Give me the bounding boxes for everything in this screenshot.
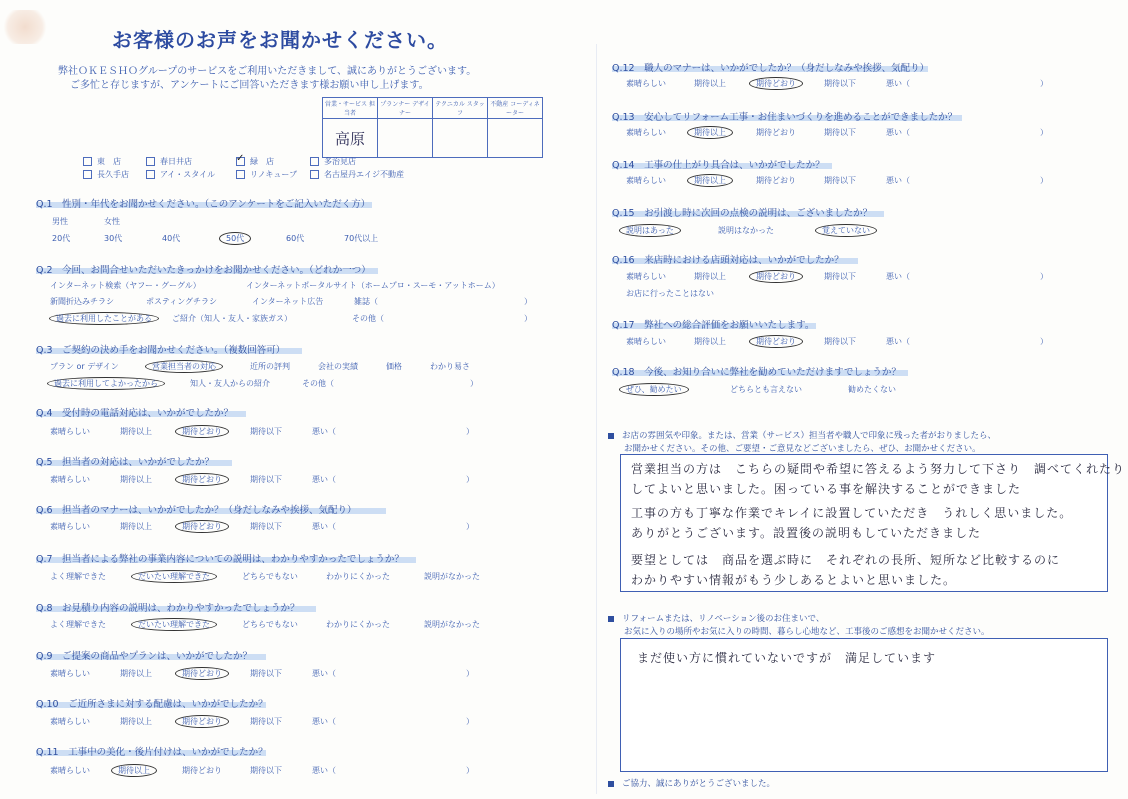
q17-option: ） xyxy=(1040,337,1048,346)
q1-option[interactable]: 60代 xyxy=(286,234,305,243)
q11-option-selected[interactable]: 期待以上 xyxy=(118,765,150,776)
q17-option[interactable]: 素晴らしい xyxy=(626,337,666,346)
q1-option[interactable]: 70代以上 xyxy=(344,234,379,243)
branch-option[interactable]: 多治見店 xyxy=(310,156,356,167)
q16-option-selected[interactable]: 期待どおり xyxy=(756,271,796,282)
staff-table xyxy=(322,97,543,158)
q16-option[interactable]: 期待以上 xyxy=(694,272,726,281)
checkbox-icon[interactable] xyxy=(236,170,245,179)
intro-line-2: ご多忙と存じますが、アンケートにご回答いただきます様お願い申し上げます。 xyxy=(70,80,429,91)
staff-header-technical: テクニカル スタッフ xyxy=(433,98,488,119)
q8-option[interactable]: どちらでもない xyxy=(242,620,298,629)
q2-option[interactable]: インターネット広告 xyxy=(252,297,324,306)
question-q13: Q.13 安心してリフォーム工事・お住まいづくりを進めることができましたか？ xyxy=(612,112,958,123)
q3-option[interactable]: プラン or デザイン xyxy=(50,362,119,371)
question-q17: Q.17 弊社への総合評価をお願いいたします。 xyxy=(612,320,815,331)
q5-option[interactable]: 期待以下 xyxy=(250,475,282,484)
q3-option[interactable]: わかり易さ xyxy=(430,362,470,371)
q18-option-selected[interactable]: ぜひ、勧めたい xyxy=(626,384,682,395)
q10-option[interactable]: 期待以上 xyxy=(120,717,152,726)
q16-option[interactable]: お店に行ったことはない xyxy=(626,289,714,298)
checkbox-icon[interactable] xyxy=(83,157,92,166)
q11-option[interactable]: 素晴らしい xyxy=(50,766,90,775)
center-divider xyxy=(596,44,597,794)
staff-header-realestate: 不動産 コーディネーター xyxy=(488,98,543,119)
q2-option[interactable]: ご紹介（知人・友人・家族ガス） xyxy=(172,314,292,323)
q9-option[interactable]: 期待以上 xyxy=(120,669,152,678)
q3-option[interactable]: 会社の実績 xyxy=(318,362,358,371)
sales-staff-name: 高原 xyxy=(334,129,365,148)
question-q7: Q.7 担当者による弊社の事業内容についての説明は、わかりやすかったでしょうか？ xyxy=(36,554,404,565)
q8-option[interactable]: わかりにくかった xyxy=(326,620,390,629)
handwritten-line: してよいと思いました。困っている事を解決することができました xyxy=(631,482,1022,496)
q11-option[interactable]: 期待以下 xyxy=(250,766,282,775)
q10-option: ） xyxy=(466,717,474,726)
staff-header-planner: プランナー デザイナー xyxy=(378,98,433,119)
q17-option-selected[interactable]: 期待どおり xyxy=(756,336,796,347)
q14-option[interactable]: 期待どおり xyxy=(756,176,796,185)
branch-option[interactable]: 東 店 xyxy=(83,156,121,167)
q11-option[interactable]: 期待どおり xyxy=(182,766,222,775)
q3-option: ） xyxy=(470,379,478,388)
question-q8: Q.8 お見積り内容の説明は、わかりやすかったでしょうか？ xyxy=(36,603,300,614)
question-q4: Q.4 受付時の電話対応は、いかがでしたか？ xyxy=(36,408,234,419)
question-q15: Q.15 お引渡し時に次回の点検の説明は、ございましたか？ xyxy=(612,208,873,219)
q3-option-selected[interactable]: 過去に利用してよかったから xyxy=(54,378,158,389)
q3-option-selected[interactable]: 営業担当者の対応 xyxy=(152,361,216,372)
q13-option: ） xyxy=(1040,128,1048,137)
q1-option-selected[interactable]: 50代 xyxy=(226,233,244,244)
q1-option[interactable]: 男性 xyxy=(52,217,68,226)
question-q12: Q.12 職人のマナーは、いかがでしたか？（身だしなみや挨拶、気配り） xyxy=(612,63,930,74)
q3-option[interactable]: その他（ xyxy=(302,379,334,388)
q5-option: ） xyxy=(466,475,474,484)
q3-option[interactable]: 近所の評判 xyxy=(250,362,290,371)
q1-option[interactable]: 20代 xyxy=(52,234,71,243)
comment-prompt-1b: お聞かせください。その他、ご要望・ご意見などございましたら、ぜひ、お聞かせください。 xyxy=(624,444,981,454)
q2-option[interactable]: 新聞折込みチラシ xyxy=(50,297,114,306)
q1-option[interactable]: 30代 xyxy=(104,234,123,243)
q9-option[interactable]: 素晴らしい xyxy=(50,669,90,678)
q7-option[interactable]: 説明がなかった xyxy=(424,572,480,581)
q16-option: ） xyxy=(1040,272,1048,281)
q5-option-selected[interactable]: 期待どおり xyxy=(182,474,222,485)
q17-option[interactable]: 期待以上 xyxy=(694,337,726,346)
q13-option[interactable]: 悪い（ xyxy=(886,128,910,137)
q15-option-selected[interactable]: 説明はあった xyxy=(626,225,674,236)
q17-option[interactable]: 悪い（ xyxy=(886,337,910,346)
q1-option[interactable]: 女性 xyxy=(104,217,120,226)
q16-option[interactable]: 素晴らしい xyxy=(626,272,666,281)
q12-option-selected[interactable]: 期待どおり xyxy=(756,78,796,89)
question-q11: Q.11 工事中の美化・後片付けは、いかがでしたか？ xyxy=(36,747,268,758)
q12-option[interactable]: 期待以上 xyxy=(694,79,726,88)
q13-option[interactable]: 素晴らしい xyxy=(626,128,666,137)
handwritten-line: まだ使い方に慣れていないですが 満足しています xyxy=(637,651,937,665)
q2-option[interactable]: インターネット検索（ヤフー・グーグル） xyxy=(50,281,201,290)
comment-box-1[interactable] xyxy=(620,454,1126,592)
q14-option[interactable]: 期待以下 xyxy=(824,176,856,185)
comment-prompt-1: お店の雰囲気や印象。または、営業（サービス）担当者や職人で印象に残った者がおりましたら、 xyxy=(608,429,996,441)
q5-option[interactable]: 期待以上 xyxy=(120,475,152,484)
q2-option[interactable]: 雑誌（ xyxy=(354,297,378,306)
q2-option[interactable]: その他（ xyxy=(352,314,384,323)
branch-option[interactable]: 春日井店 xyxy=(146,156,192,167)
branch-option[interactable]: 長久手店 xyxy=(83,169,129,180)
q4-option-selected[interactable]: 期待どおり xyxy=(182,426,222,437)
square-bullet-icon xyxy=(608,433,614,439)
q2-option: ） xyxy=(524,314,532,323)
q6-option[interactable]: 素晴らしい xyxy=(50,522,90,531)
q10-option[interactable]: 素晴らしい xyxy=(50,717,90,726)
closing-message: ご協力、誠にありがとうございました。 xyxy=(608,777,775,789)
q5-option[interactable]: 悪い（ xyxy=(312,475,336,484)
question-q14: Q.14 工事の仕上がり具合は、いかがでしたか？ xyxy=(612,160,825,171)
handwritten-line: わかりやすい情報がもう少しあるとよいと思いました。 xyxy=(631,573,957,587)
intro-line-1: 弊社ＯＫＥＳＨＯグループのサービスをご利用いただきまして、誠にありがとうございます。 xyxy=(58,66,477,77)
q5-option[interactable]: 素晴らしい xyxy=(50,475,90,484)
branch-option[interactable]: リノキューブ xyxy=(236,169,297,180)
q16-option[interactable]: 悪い（ xyxy=(886,272,910,281)
handwritten-line: 営業担当の方は こちらの疑問や希望に答えるよう努力して下さり 調べてくれたり xyxy=(631,462,1126,476)
comment-prompt-2b: お気に入りの場所やお気に入りの時間、暮らし心地など、工事後のご感想をお聞かせください。 xyxy=(624,627,990,637)
branch-option[interactable]: アイ・スタイル xyxy=(146,169,215,180)
q18-option[interactable]: 勧めたくない xyxy=(848,385,896,394)
question-q18: Q.18 今後、お知り合いに弊社を勧めていただけますでしょうか？ xyxy=(612,367,901,378)
q13-option[interactable]: 期待どおり xyxy=(756,128,796,137)
question-q3: Q.3 ご契約の決め手をお聞かせください。（複数回答可） xyxy=(36,345,286,356)
page-title: お客様のお声をお聞かせください。 xyxy=(112,28,448,52)
square-bullet-icon xyxy=(608,616,614,622)
q2-option[interactable]: インターネットポータルサイト（ホームプロ・スーモ・アットホーム） xyxy=(246,281,500,290)
q7-option-selected[interactable]: だいたい理解できた xyxy=(138,571,210,582)
corner-stamp xyxy=(2,10,48,44)
handwritten-line: 要望としては 商品を選ぶ時に それぞれの長所、短所など比較するのに xyxy=(631,553,1061,567)
q2-option: ） xyxy=(524,297,532,306)
q10-option[interactable]: 期待以下 xyxy=(250,717,282,726)
q4-option[interactable]: 期待以上 xyxy=(120,427,152,436)
q6-option[interactable]: 期待以下 xyxy=(250,522,282,531)
checkbox-icon[interactable] xyxy=(83,170,92,179)
q9-option-selected[interactable]: 期待どおり xyxy=(182,668,222,679)
question-q1: Q.1 性別・年代をお聞かせください。（このアンケートをご記入いただく方） xyxy=(36,199,371,210)
q15-option-selected[interactable]: 覚えていない xyxy=(822,225,870,236)
q13-option[interactable]: 期待以下 xyxy=(824,128,856,137)
q10-option[interactable]: 悪い（ xyxy=(312,717,336,726)
handwritten-line: 工事の方も丁寧な作業でキレイに設置していただき うれしく思いました。 xyxy=(631,506,1073,520)
question-q2: Q.2 今回、お問合せいただいたきっかけをお聞かせください。（どれか一つ） xyxy=(36,265,371,276)
square-bullet-icon xyxy=(608,781,614,787)
q18-option[interactable]: どちらとも言えない xyxy=(730,385,802,394)
q9-option[interactable]: 期待以下 xyxy=(250,669,282,678)
q4-option[interactable]: 悪い（ xyxy=(312,427,336,436)
q12-option[interactable]: 期待以下 xyxy=(824,79,856,88)
q2-option[interactable]: ポスティングチラシ xyxy=(146,297,218,306)
q7-option[interactable]: どちらでもない xyxy=(242,572,298,581)
question-q5: Q.5 担当者の対応は、いかがでしたか？ xyxy=(36,457,215,468)
checkbox-icon[interactable] xyxy=(146,157,155,166)
q3-option[interactable]: 知人・友人からの紹介 xyxy=(190,379,270,388)
q14-option[interactable]: 悪い（ xyxy=(886,176,910,185)
q15-option[interactable]: 説明はなかった xyxy=(718,226,774,235)
q13-option-selected[interactable]: 期待以上 xyxy=(694,127,726,138)
q12-option[interactable]: 素晴らしい xyxy=(626,79,666,88)
question-q9: Q.9 ご提案の商品やプランは、いかがでしたか？ xyxy=(36,651,253,662)
q12-option: ） xyxy=(1040,79,1048,88)
question-q16: Q.16 来店時における店頭対応は、いかがでしたか？ xyxy=(612,255,844,266)
checkbox-icon[interactable] xyxy=(310,170,319,179)
staff-sales-cell[interactable] xyxy=(323,119,378,158)
q9-option: ） xyxy=(466,669,474,678)
q4-option[interactable]: 素晴らしい xyxy=(50,427,90,436)
q3-option[interactable]: 価格 xyxy=(386,362,402,371)
q4-option[interactable]: 期待以下 xyxy=(250,427,282,436)
q11-option[interactable]: 悪い（ xyxy=(312,766,336,775)
q10-option-selected[interactable]: 期待どおり xyxy=(182,716,222,727)
q6-option[interactable]: 悪い（ xyxy=(312,522,336,531)
question-q10: Q.10 ご近所さまに対する配慮は、いかがでしたか？ xyxy=(36,699,268,710)
q14-option[interactable]: 素晴らしい xyxy=(626,176,666,185)
q9-option[interactable]: 悪い（ xyxy=(312,669,336,678)
q8-option[interactable]: よく理解できた xyxy=(50,620,106,629)
question-q6: Q.6 担当者のマナーは、いかがでしたか？（身だしなみや挨拶、気配り） xyxy=(36,505,357,516)
staff-planner-cell[interactable] xyxy=(378,119,433,158)
q17-option[interactable]: 期待以下 xyxy=(824,337,856,346)
staff-header-sales: 営業・サービス 担当者 xyxy=(323,98,378,119)
q11-option: ） xyxy=(466,766,474,775)
checkbox-checked-icon[interactable] xyxy=(236,157,245,166)
q6-option-selected[interactable]: 期待どおり xyxy=(182,521,222,532)
q4-option: ） xyxy=(466,427,474,436)
handwritten-line: ありがとうございます。設置後の説明もしていただきました xyxy=(631,526,982,540)
q12-option[interactable]: 悪い（ xyxy=(886,79,910,88)
q8-option[interactable]: 説明がなかった xyxy=(424,620,480,629)
branch-option[interactable]: 名古屋丹エイジ不動産 xyxy=(310,169,404,180)
q2-option-selected[interactable]: 過去に利用したことがある xyxy=(56,313,152,324)
q14-option-selected[interactable]: 期待以上 xyxy=(694,175,726,186)
q6-option[interactable]: 期待以上 xyxy=(120,522,152,531)
q14-option: ） xyxy=(1040,176,1048,185)
checkbox-icon[interactable] xyxy=(310,157,319,166)
comment-prompt-2: リフォームまたは、リノベーション後のお住まいで、 xyxy=(608,612,824,624)
comment-box-2[interactable] xyxy=(620,638,1108,772)
q7-option[interactable]: よく理解できた xyxy=(50,572,106,581)
branch-option[interactable]: ✓ 緑 店 xyxy=(236,156,274,167)
staff-technical-cell[interactable] xyxy=(433,119,488,158)
staff-realestate-cell[interactable] xyxy=(488,119,543,158)
q8-option-selected[interactable]: だいたい理解できた xyxy=(138,619,210,630)
q16-option[interactable]: 期待以下 xyxy=(824,272,856,281)
checkbox-icon[interactable] xyxy=(146,170,155,179)
q1-option[interactable]: 40代 xyxy=(162,234,181,243)
q6-option: ） xyxy=(466,522,474,531)
q7-option[interactable]: わかりにくかった xyxy=(326,572,390,581)
